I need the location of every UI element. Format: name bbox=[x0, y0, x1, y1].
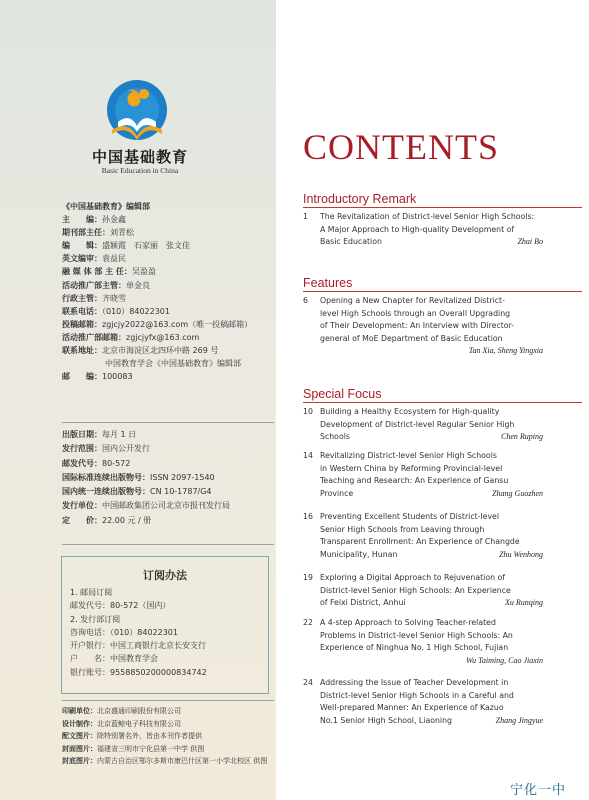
masthead-row bbox=[62, 305, 272, 318]
masthead-label: 《中国基础教育》编辑部 bbox=[62, 202, 150, 211]
masthead-row bbox=[62, 370, 272, 383]
subscription-row bbox=[70, 586, 268, 599]
watermark: 宁化一中 bbox=[510, 783, 567, 798]
masthead-row bbox=[62, 344, 272, 357]
toc-title-line: No.1 Senior High School, Liaoning bbox=[320, 715, 452, 725]
publication-info bbox=[62, 428, 274, 528]
publication-value: CN 10-1787/G4 bbox=[150, 487, 212, 497]
toc-title-line: District-level Senior High Schools: An Experience bbox=[320, 585, 511, 595]
toc-page-number: 1 bbox=[303, 212, 308, 221]
masthead-value: 中国教育学会《中国基础教育》编辑部 bbox=[105, 359, 241, 369]
masthead-value: zgjcjy2022@163.com（唯一投稿邮箱） bbox=[102, 319, 253, 329]
subscription-value: 中国教育学会 bbox=[110, 654, 158, 664]
toc-title-line: Senior High Schools from Leaving through bbox=[320, 524, 485, 534]
publication-label: 发行单位： bbox=[62, 501, 102, 511]
section-heading-special-focus: Special Focus bbox=[303, 387, 382, 401]
toc-title-line: Teaching and Research: An Experience of Gansu bbox=[320, 476, 509, 486]
toc-entry[interactable] bbox=[303, 572, 543, 610]
credits-row bbox=[62, 718, 274, 731]
credits bbox=[62, 705, 274, 768]
subscription-value: 中国工商银行北京长安支行 bbox=[110, 641, 206, 651]
toc-entry[interactable] bbox=[303, 211, 543, 249]
toc-title-line: Problems in District-level Senior High Schools: An bbox=[320, 630, 513, 640]
publication-row bbox=[62, 514, 274, 528]
masthead-label: 融 媒 体 部 主 任： bbox=[62, 267, 132, 277]
masthead-row bbox=[62, 226, 272, 239]
toc-entry[interactable] bbox=[303, 511, 543, 561]
masthead-label: 邮 编： bbox=[62, 372, 102, 382]
masthead-row bbox=[62, 213, 272, 226]
masthead-row bbox=[62, 239, 272, 252]
masthead-row bbox=[62, 200, 272, 213]
toc-entry[interactable] bbox=[303, 450, 543, 500]
toc-title-line: Experience of Ninghua No. 1 High School, Fujian bbox=[320, 643, 509, 653]
toc-title-line: Addressing the Issue of Teacher Development in bbox=[320, 678, 509, 687]
subscription-row bbox=[70, 599, 268, 612]
masthead-label: 活动推广部主管： bbox=[62, 280, 126, 290]
toc-entry[interactable] bbox=[303, 677, 543, 727]
credits-label: 封面图片： bbox=[62, 744, 97, 753]
toc-title-line: Province bbox=[320, 488, 354, 498]
masthead bbox=[62, 200, 272, 383]
masthead-row bbox=[62, 252, 272, 265]
toc-page-number: 24 bbox=[303, 678, 313, 687]
credits-row bbox=[62, 705, 274, 718]
toc-entry-title bbox=[320, 617, 543, 655]
toc-title-line: Basic Education bbox=[320, 237, 382, 247]
credits-value: 除特别署名外，皆由本刊作者提供 bbox=[97, 732, 202, 741]
section-heading-introductory-remark: Introductory Remark bbox=[303, 192, 417, 206]
publication-row bbox=[62, 471, 274, 485]
toc-title-line: Transparent Enrollment: An Experience of Changde bbox=[320, 537, 520, 547]
publication-label: 国内统一连续出版物号： bbox=[62, 487, 150, 497]
toc-author: Tan Xia, Sheng Yingxia bbox=[468, 346, 543, 356]
toc-entry-title bbox=[320, 211, 543, 249]
toc-title-line: Exploring a Digital Approach to Rejuvenation of bbox=[320, 573, 506, 582]
publication-label: 定 价： bbox=[62, 515, 102, 525]
toc-entry[interactable] bbox=[303, 406, 543, 444]
masthead-label: 主 编： bbox=[62, 215, 102, 225]
toc-author: Zhu Wenhong bbox=[499, 549, 543, 559]
toc-page-number: 14 bbox=[303, 451, 313, 460]
subscription-row bbox=[70, 626, 268, 639]
credits-row bbox=[62, 730, 274, 743]
publication-label: 邮发代号： bbox=[62, 458, 102, 468]
toc-title-line: general of MoE Department of Basic Education bbox=[320, 333, 503, 343]
masthead-value: （010）84022301 bbox=[102, 306, 170, 316]
publication-value: ISSN 2097-1540 bbox=[150, 472, 215, 482]
toc-title-line: Schools bbox=[320, 432, 350, 442]
masthead-label: 期刊部主任： bbox=[62, 228, 110, 238]
masthead-value: zgjcjyfx@163.com bbox=[126, 332, 200, 342]
section-rule bbox=[303, 207, 582, 208]
masthead-row bbox=[62, 292, 272, 305]
toc-title-line: Opening a New Chapter for Revitalized District- bbox=[320, 296, 505, 305]
masthead-label: 行政主管： bbox=[62, 293, 102, 303]
section-heading-features: Features bbox=[303, 276, 353, 290]
subscription-label: 咨询电话： bbox=[70, 627, 110, 637]
subscription-row bbox=[70, 639, 268, 652]
toc-author: Zhang Guozhen bbox=[492, 488, 543, 498]
subscription-value: 80-572（国内） bbox=[110, 601, 171, 611]
masthead-row bbox=[62, 331, 272, 344]
publication-value: 22.00 元 / 册 bbox=[102, 515, 152, 525]
credits-value: 北京盛通印刷股份有限公司 bbox=[97, 707, 181, 715]
toc-page-number: 19 bbox=[303, 573, 313, 582]
toc-title-line: A 4-step Approach to Solving Teacher-related bbox=[320, 618, 496, 627]
masthead-label: 英文编审： bbox=[62, 254, 102, 264]
contents-title: CONTENTS bbox=[303, 127, 499, 167]
subscription-label: 银行账号： bbox=[70, 667, 110, 677]
masthead-value: 孙金鑫 bbox=[102, 215, 126, 225]
subscription-value: 9558850200000834742 bbox=[110, 667, 207, 677]
subscription-row bbox=[70, 666, 268, 679]
subscription-row bbox=[70, 613, 268, 626]
toc-author: Zhai Bo bbox=[517, 237, 543, 247]
masthead-label: 联系电话： bbox=[62, 306, 102, 316]
section-rule bbox=[303, 291, 582, 292]
divider bbox=[62, 544, 274, 545]
subscription-label: 邮发代号： bbox=[70, 601, 110, 611]
toc-author: Chen Ruping bbox=[501, 432, 543, 442]
subscription-body bbox=[70, 586, 268, 679]
divider bbox=[62, 700, 274, 701]
masthead-row bbox=[62, 265, 272, 278]
masthead-value: 刘青松 bbox=[110, 228, 134, 238]
subscription-row bbox=[70, 652, 268, 665]
toc-author: Xu Runqing bbox=[505, 598, 543, 608]
left-panel bbox=[0, 0, 276, 800]
toc-entry-title bbox=[320, 295, 543, 345]
credits-value: 内蒙古自治区鄂尔多斯市康巴什区第一小学北校区 供图 bbox=[97, 757, 268, 766]
masthead-value: 吴盈盈 bbox=[131, 267, 156, 277]
credits-label: 设计制作： bbox=[62, 719, 97, 728]
subscription-title: 订阅办法 bbox=[143, 569, 187, 582]
toc-page-number: 16 bbox=[303, 512, 313, 521]
toc-title-line: Preventing Excellent Students of District-level bbox=[320, 512, 500, 521]
masthead-value: 单金良 bbox=[126, 280, 150, 290]
toc-author: Wu Taiming, Cao Jiaxin bbox=[465, 655, 543, 665]
subscription-label: 2. 发行部订阅 bbox=[70, 614, 121, 624]
subscription-label: 1. 邮局订阅 bbox=[70, 588, 113, 597]
toc-title-line: Building a Healthy Ecosystem for High-quality bbox=[320, 407, 500, 416]
publication-row bbox=[62, 485, 274, 499]
credits-label: 印刷单位： bbox=[62, 707, 97, 715]
toc-title-line: Well-prepared Manner: An Experience of Kazuo bbox=[320, 703, 504, 713]
toc-title-line: The Revitalization of District-level Senior High Schools: bbox=[320, 212, 535, 221]
publication-value: 80-572 bbox=[102, 458, 131, 468]
masthead-value: 盛颖霞 石家丽 张文佳 bbox=[102, 241, 190, 251]
publication-row bbox=[62, 428, 274, 442]
toc-title-line: A Major Approach to High-quality Development of bbox=[320, 224, 515, 234]
toc-author: Zhang Jingyue bbox=[495, 715, 543, 725]
toc-title-line: District-level Senior High Schools in a Careful and bbox=[320, 690, 514, 700]
toc-page-number: 6 bbox=[303, 296, 308, 305]
toc-entry[interactable] bbox=[303, 295, 543, 358]
toc-title-line: Development of District-level Regular Senior High bbox=[320, 419, 515, 429]
masthead-value: 北京市海淀区北四环中路 269 号 bbox=[102, 346, 219, 356]
divider bbox=[62, 422, 274, 423]
masthead-value: 袁益民 bbox=[102, 254, 126, 264]
publication-value: 中国邮政集团公司北京市报刊发行局 bbox=[102, 501, 230, 511]
section-rule bbox=[303, 402, 582, 403]
masthead-value: 100083 bbox=[102, 372, 133, 382]
credits-row bbox=[62, 743, 274, 756]
publication-value: 每月 1 日 bbox=[102, 430, 137, 439]
toc-title-line: Revitalizing District-level Senior High Schools bbox=[320, 451, 497, 460]
toc-title-line: of Their Development: An Interview with Director- bbox=[320, 321, 515, 331]
credits-value: 福建省三明市宁化县第一中学 供图 bbox=[97, 744, 205, 753]
credits-label: 配文图片： bbox=[62, 732, 97, 741]
toc-title-line: in Western China by Reforming Provincial-level bbox=[320, 463, 503, 473]
toc-title-line: of Feixi District, Anhui bbox=[320, 598, 406, 608]
publication-row bbox=[62, 442, 274, 456]
masthead-label: 编 辑： bbox=[62, 241, 102, 251]
publication-label: 出版日期： bbox=[62, 430, 102, 439]
subscription-box bbox=[61, 556, 269, 694]
toc-page-number: 22 bbox=[303, 618, 313, 627]
subscription-value: （010）84022301 bbox=[110, 627, 178, 637]
subscription-label: 户 名： bbox=[70, 654, 110, 664]
credits-label: 封底图片： bbox=[62, 757, 97, 766]
subscription-label: 开户银行： bbox=[70, 641, 110, 651]
masthead-label: 投稿邮箱： bbox=[62, 319, 102, 329]
toc-title-line: Municipality, Hunan bbox=[320, 549, 398, 559]
logo-english-text: Basic Education in China bbox=[101, 166, 179, 175]
toc-title-line: level High Schools through an Overall Upgrading bbox=[320, 308, 511, 318]
logo-chinese-text: 中国基础教育 bbox=[91, 148, 188, 166]
masthead-label: 活动推广部邮箱： bbox=[62, 332, 126, 342]
publication-label: 国际标准连续出版物号： bbox=[62, 472, 150, 482]
credits-row bbox=[62, 755, 274, 768]
publication-value: 国内公开发行 bbox=[102, 444, 150, 454]
publication-row bbox=[62, 499, 274, 513]
publication-row bbox=[62, 457, 274, 471]
toc-entry[interactable] bbox=[303, 617, 543, 667]
toc-page-number: 10 bbox=[303, 407, 313, 416]
masthead-row bbox=[62, 357, 272, 370]
publication-label: 发行范围： bbox=[62, 444, 102, 454]
masthead-value: 齐晓雪 bbox=[102, 293, 126, 303]
credits-value: 北京蓝鲸电子科技有限公司 bbox=[97, 719, 181, 728]
masthead-row bbox=[62, 279, 272, 292]
masthead-row bbox=[62, 318, 272, 331]
masthead-label: 联系地址： bbox=[62, 346, 102, 356]
